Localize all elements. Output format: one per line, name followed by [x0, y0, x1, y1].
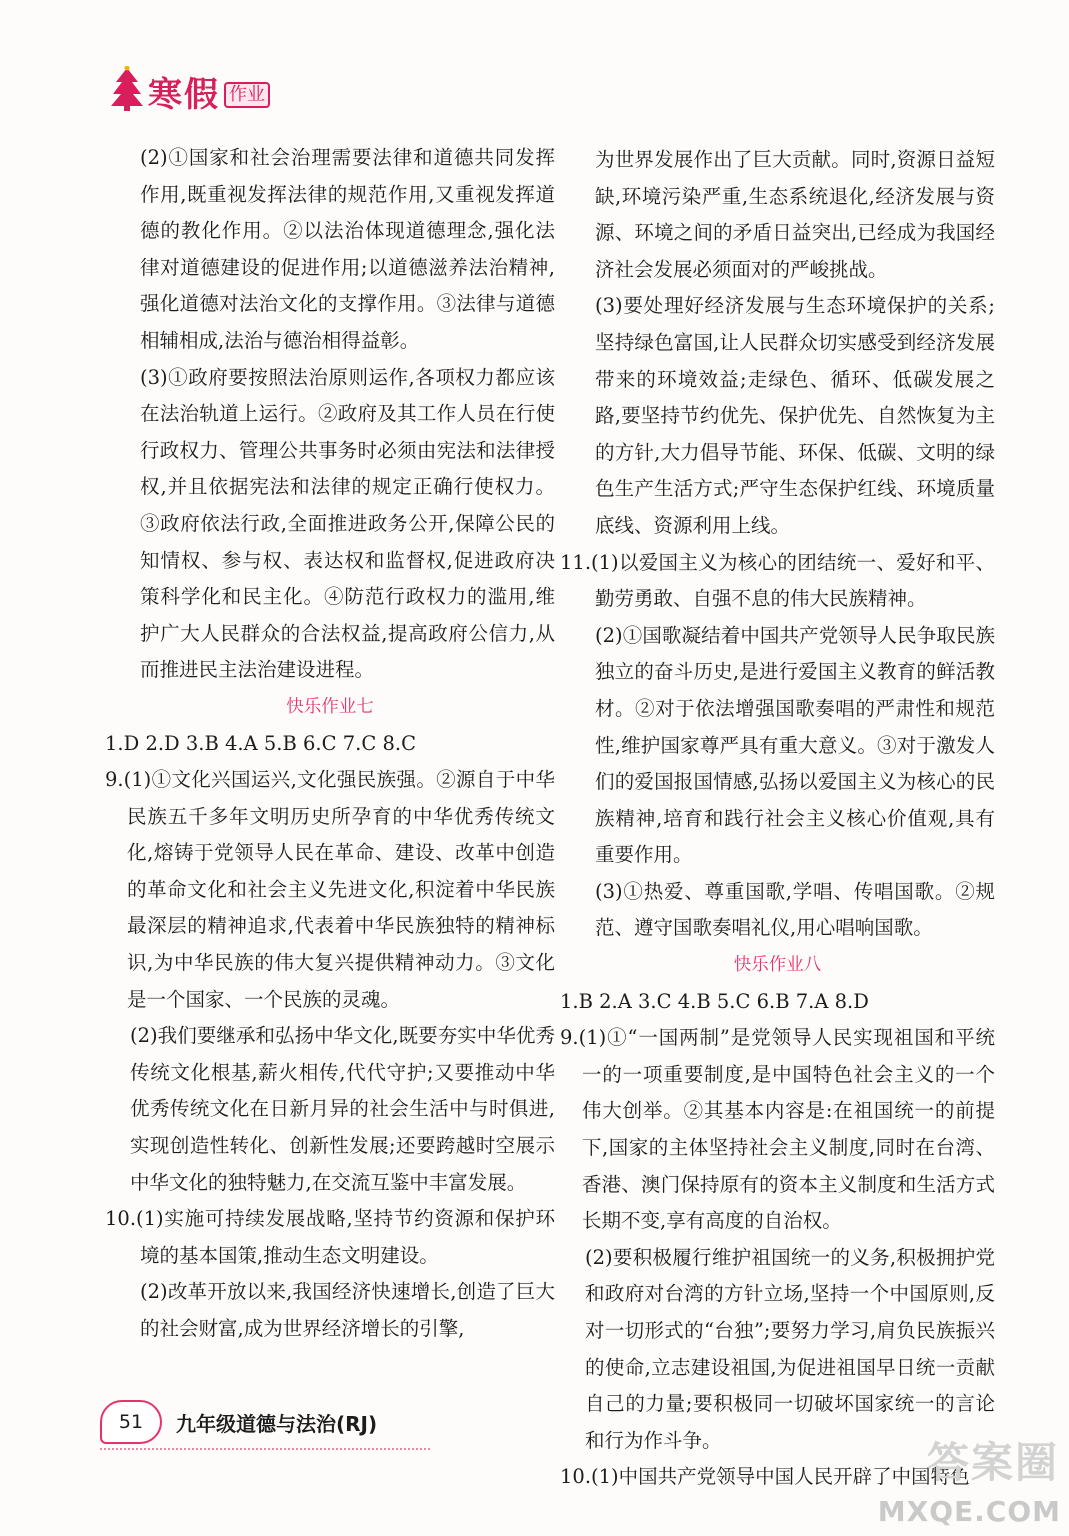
right-column: [560, 142, 995, 1496]
q9-part2: (2)我们要继承和弘扬中华文化,既要夯实中华优秀传统文化根基,薪火相传,代代守护;又要推动中华优秀传统文化在日新月异的社会生活中与时俱进,实现创造性转化、创新性发展;还要跨越时空展示中华文化的独特魅力,在交流互鉴中丰富发展。: [130, 1024, 555, 1194]
logo-title: 寒假: [148, 75, 220, 115]
answers-7: 1.D 2.D 3.B 4.A 5.B 6.C 7.C 8.C: [105, 731, 417, 755]
q11-part3: (3)①热爱、尊重国歌,学唱、传唱国歌。②规范、遵守国歌奏唱礼仪,用心唱响国歌。: [595, 879, 995, 940]
q11-part1: 11.(1)以爱国主义为核心的团结统一、爱好和平、勤劳勇敢、自强不息的伟大民族精神。: [560, 550, 995, 611]
left-paragraph-1: (2)①国家和社会治理需要法律和道德共同发挥作用,既重视发挥法律的规范作用,又重视发挥道德的教化作用。②以法治体现道德理念,强化法律对道德建设的促进作用;以道德滋养法治精神,强化道德对法治文化的支撑作用。③法律与道德相辅相成,法治与德治相得益彰。: [140, 146, 555, 352]
watermark-cn: 答案圈: [926, 1438, 1059, 1487]
answers-8: 1.B 2.A 3.C 4.B 5.C 6.B 7.A 8.D: [560, 989, 869, 1013]
q9-part2-right: (2)要积极履行维护祖国统一的义务,积极拥护党和政府对台湾的方针立场,坚持一个中国原则,反对一切形式的“台独”;要努力学习,肩负民族振兴的使命,立志建设祖国,为促进祖国早日统一贡献自己的力量;要积极同一切破坏国家统一的言论和行为作斗争。: [585, 1245, 995, 1452]
watermark-url: MXQE.COM: [877, 1495, 1061, 1528]
q10-part3: (3)要处理好经济发展与生态环境保护的关系;坚持绿色富国,让人民群众切实感受到经济发展带来的环境效益;走绿色、循环、低碳发展之路,要坚持节约优先、保护优先、自然恢复为主的方针,大力倡导节能、环保、低碳、文明的绿色生产生活方式;严守生态保护红线、环境质量底线、资源利用上线。: [595, 294, 995, 537]
christmas-tree-icon: [110, 66, 144, 112]
left-paragraph-2: (3)①政府要按照法治原则运作,各项权力都应该在法治轨道上运行。②政府及其工作人员在行使行政权力、管理公共事务时必须由宪法和法律授权,并且依据宪法和法律的规定正确行使权力。③政府依法行政,全面推进政务公开,保障公民的知情权、参与权、表达权和监督权,促进政府决策科学化和民主化。④防范行政权力的滥用,维护广大人民群众的合法权益,提高政府公信力,从而推进民主法治建设进程。: [140, 365, 555, 682]
section-title-8: 快乐作业八: [733, 955, 822, 976]
q10-part2: (2)改革开放以来,我国经济快速增长,创造了巨大的社会财富,成为世界经济增长的引擎,: [140, 1280, 555, 1340]
footer: [100, 1400, 377, 1444]
q9-part1: 9.(1)①文化兴国运兴,文化强民族强。②源自于中华民族五千多年文明历史所孕育的中华优秀传统文化,熔铸于党领导人民在革命、建设、改革中创造的革命文化和社会主义先进文化,积淀着中华民族最深层的精神追求,代表着中华民族独特的精神标识,为中华民族的伟大复兴提供精神动力。③文化是一个国家、一个民族的灵魂。: [105, 768, 555, 1011]
q9-part1-right: 9.(1)①“一国两制”是党领导人民实现祖国和平统一的一项重要制度,是中国特色社会主义的一个伟大创举。②其基本内容是:在祖国统一的前提下,国家的主体坚持社会主义制度,同时在台湾、香港、澳门保持原有的资本主义制度和生活方式长期不变,享有高度的自治权。: [560, 1026, 995, 1233]
right-continuation: 为世界发展作出了巨大贡献。同时,资源日益短缺,环境污染严重,生态系统退化,经济发展与资源、环境之间的矛盾日益突出,已经成为我国经济社会发展必须面对的严峻挑战。: [595, 148, 995, 281]
q11-part2: (2)①国歌凝结着中国共产党领导人民争取民族独立的奋斗历史,是进行爱国主义教育的鲜活教材。②对于依法增强国歌奏唱的严肃性和规范性,维护国家尊严具有重大意义。③对于激发人们的爱国报国情感,弘扬以爱国主义为核心的民族精神,培育和践行社会主义核心价值观,具有重要作用。: [595, 623, 995, 867]
q10-part1-right: 10.(1)中国共产党领导中国人民开辟了中国特色: [560, 1465, 970, 1489]
footer-divider: [100, 1448, 430, 1450]
logo-badge: 作业: [224, 82, 270, 108]
q10-part1: 10.(1)实施可持续发展战略,坚持节约资源和保护环境的基本国策,推动生态文明建设。: [105, 1207, 555, 1267]
section-title-7: 快乐作业七: [286, 696, 374, 717]
page-number: 51: [100, 1400, 162, 1444]
footer-subject: 九年级道德与法治(RJ): [176, 1411, 378, 1436]
header: [110, 62, 270, 115]
left-column: [105, 140, 555, 1348]
